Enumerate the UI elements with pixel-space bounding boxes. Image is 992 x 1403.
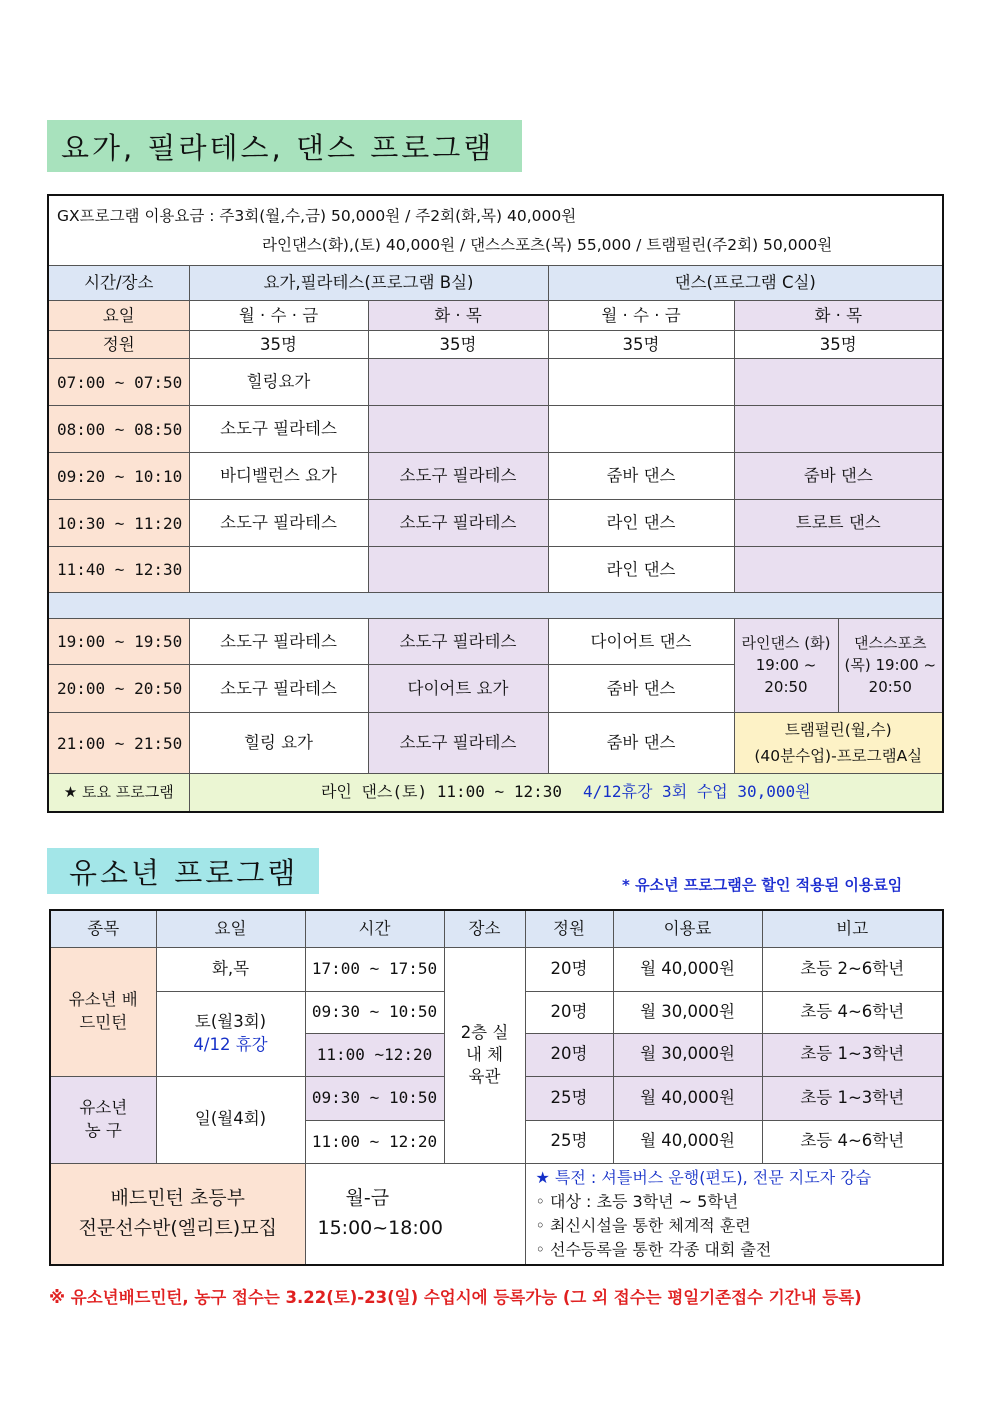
adult-schedule-table xyxy=(47,194,944,813)
trampoline-cell xyxy=(734,713,943,774)
class-cell: 소도구 필라테스 xyxy=(189,500,368,547)
elite-line-2: 전문선수반(엘리트)모집 xyxy=(78,1216,277,1239)
youth-time: 11:00 ~ 12:20 xyxy=(305,1120,444,1163)
youth-program-title: 유소년 프로그램 xyxy=(47,848,319,894)
class-cell: 줌바 댄스 xyxy=(548,713,734,774)
youth-fee: 월 40,000원 xyxy=(613,1120,762,1163)
perk-item: ◦ 대상 : 초등 3학년 ~ 5학년 xyxy=(535,1191,739,1211)
class-cell xyxy=(368,406,548,453)
perk-item: ◦ 선수등록을 통한 각종 대회 출전 xyxy=(535,1239,772,1259)
header-time-place: 시간/장소 xyxy=(48,266,189,301)
saturday-label: ★ 토요 프로그램 xyxy=(48,774,189,812)
break-divider-row xyxy=(48,593,943,619)
time-slot: 20:00 ~ 20:50 xyxy=(48,665,189,713)
class-cell: 소도구 필라테스 xyxy=(189,665,368,713)
perk-head: ★ 특전 : 셔틀버스 운행(편도), 전문 지도자 강습 xyxy=(535,1167,872,1187)
youth-capacity: 20명 xyxy=(525,1033,613,1076)
saturday-program-note: 4/12휴강 3회 수업 30,000원 xyxy=(582,782,811,802)
dance-sports-evening: 댄스스포츠 (목) 19:00 ~ 20:50 xyxy=(838,619,943,713)
trampoline-line-2: (40분수업)-프로그램A실 xyxy=(754,747,923,766)
class-cell xyxy=(734,359,943,406)
youth-capacity: 25명 xyxy=(525,1120,613,1163)
perk-item: ◦ 최신시설을 통한 체계적 훈련 xyxy=(535,1215,751,1235)
youth-time: 09:30 ~ 10:50 xyxy=(305,991,444,1033)
youth-header-note: 비고 xyxy=(762,910,943,947)
class-cell xyxy=(548,406,734,453)
class-cell: 소도구 필라테스 xyxy=(368,453,548,500)
capacity-cell: 35명 xyxy=(734,331,943,359)
class-cell: 다이어트 요가 xyxy=(368,665,548,713)
class-cell: 힐링요가 xyxy=(189,359,368,406)
elite-days: 월-금 xyxy=(345,1187,390,1210)
elite-time: 15:00~18:00 xyxy=(317,1216,443,1239)
header-yoga-pilates: 요가,필라테스(프로그램 B실) xyxy=(189,266,548,301)
youth-header-fee: 이용료 xyxy=(613,910,762,947)
saturday-program-text: 라인 댄스(토) 11:00 ~ 12:30 xyxy=(320,782,562,802)
sport-badminton: 유소년 배드민턴 xyxy=(50,947,156,1076)
day-yoga-tt: 화 · 목 xyxy=(368,301,548,331)
youth-fee: 월 30,000원 xyxy=(613,991,762,1033)
line-dance-evening: 라인댄스 (화) 19:00 ~ 20:50 xyxy=(734,619,838,713)
class-cell: 라인 댄스 xyxy=(548,547,734,593)
class-cell: 다이어트 댄스 xyxy=(548,619,734,665)
youth-fee: 월 30,000원 xyxy=(613,1033,762,1076)
class-cell: 줌바 댄스 xyxy=(548,453,734,500)
youth-time: 09:30 ~ 10:50 xyxy=(305,1076,444,1120)
time-slot: 19:00 ~ 19:50 xyxy=(48,619,189,665)
youth-note: 초등 1~3학년 xyxy=(762,1033,943,1076)
youth-note: 초등 2~6학년 xyxy=(762,947,943,991)
class-cell xyxy=(734,406,943,453)
youth-saturday-off: 4/12 휴강 xyxy=(193,1034,268,1054)
capacity-cell: 35명 xyxy=(548,331,734,359)
elite-schedule xyxy=(305,1163,525,1265)
youth-note: 초등 1~3학년 xyxy=(762,1076,943,1120)
class-cell: 힐링 요가 xyxy=(189,713,368,774)
class-cell xyxy=(548,359,734,406)
youth-time: 17:00 ~ 17:50 xyxy=(305,947,444,991)
youth-place: 2층 실내 체육관 xyxy=(444,947,525,1163)
class-cell xyxy=(368,547,548,593)
fee-line-2: 라인댄스(화),(토) 40,000원 / 댄스스포츠(목) 55,000 / 트램펄린(주2회) 50,000원 xyxy=(262,235,833,254)
class-cell: 소도구 필라테스 xyxy=(368,619,548,665)
saturday-program xyxy=(189,774,943,812)
sport-basketball: 유소년 농 구 xyxy=(50,1076,156,1163)
youth-fee: 월 40,000원 xyxy=(613,1076,762,1120)
youth-fee: 월 40,000원 xyxy=(613,947,762,991)
day-dance-tt: 화 · 목 xyxy=(734,301,943,331)
class-cell: 소도구 필라테스 xyxy=(189,619,368,665)
youth-schedule-table xyxy=(49,909,944,1266)
youth-capacity: 20명 xyxy=(525,991,613,1033)
class-cell: 줌바 댄스 xyxy=(548,665,734,713)
elite-line-1: 배드민턴 초등부 xyxy=(110,1187,246,1210)
fee-info xyxy=(48,195,943,266)
youth-fee-note: * 유소년 프로그램은 할인 적용된 이용료임 xyxy=(622,876,903,894)
youth-capacity: 25명 xyxy=(525,1076,613,1120)
class-cell: 라인 댄스 xyxy=(548,500,734,547)
capacity-cell: 35명 xyxy=(368,331,548,359)
youth-capacity: 20명 xyxy=(525,947,613,991)
youth-header-time: 시간 xyxy=(305,910,444,947)
class-cell xyxy=(189,547,368,593)
youth-time: 11:00 ~12:20 xyxy=(305,1033,444,1076)
youth-day-saturday-cell xyxy=(156,991,305,1076)
class-cell: 바디밸런스 요가 xyxy=(189,453,368,500)
elite-recruit xyxy=(50,1163,305,1265)
fee-line-1: GX프로그램 이용요금 : 주3회(월,수,금) 50,000원 / 주2회(화,목) 40,000원 xyxy=(57,207,577,225)
capacity-cell: 35명 xyxy=(189,331,368,359)
youth-day-saturday: 토(월3회) xyxy=(194,1012,267,1032)
day-yoga-mwf: 월 · 수 · 금 xyxy=(189,301,368,331)
day-dance-mwf: 월 · 수 · 금 xyxy=(548,301,734,331)
class-cell: 소도구 필라테스 xyxy=(368,500,548,547)
class-cell: 소도구 필라테스 xyxy=(368,713,548,774)
row-label-capacity: 정원 xyxy=(48,331,189,359)
youth-header-place: 장소 xyxy=(444,910,525,947)
youth-day-sunday: 일(월4회) xyxy=(156,1076,305,1163)
class-cell: 소도구 필라테스 xyxy=(189,406,368,453)
time-slot: 11:40 ~ 12:30 xyxy=(48,547,189,593)
youth-note: 초등 4~6학년 xyxy=(762,1120,943,1163)
youth-header-day: 요일 xyxy=(156,910,305,947)
time-slot: 10:30 ~ 11:20 xyxy=(48,500,189,547)
elite-perks xyxy=(525,1163,943,1265)
class-cell: 트로트 댄스 xyxy=(734,500,943,547)
class-cell: 줌바 댄스 xyxy=(734,453,943,500)
registration-footnote: ※ 유소년배드민턴, 농구 접수는 3.22(토)-23(일) 수업시에 등록가능 (그 외 접수는 평일기존접수 기간내 등록) xyxy=(49,1288,862,1307)
class-cell xyxy=(368,359,548,406)
row-label-day: 요일 xyxy=(48,301,189,331)
youth-day-weekday: 화,목 xyxy=(156,947,305,991)
time-slot: 21:00 ~ 21:50 xyxy=(48,713,189,774)
adult-program-title: 요가, 필라테스, 댄스 프로그램 xyxy=(47,120,522,172)
time-slot: 09:20 ~ 10:10 xyxy=(48,453,189,500)
class-cell xyxy=(734,547,943,593)
time-slot: 07:00 ~ 07:50 xyxy=(48,359,189,406)
youth-note: 초등 4~6학년 xyxy=(762,991,943,1033)
youth-header-sport: 종목 xyxy=(50,910,156,947)
trampoline-line-1: 트램펄린(월,수) xyxy=(784,721,892,739)
youth-header-capacity: 정원 xyxy=(525,910,613,947)
header-dance: 댄스(프로그램 C실) xyxy=(548,266,943,301)
time-slot: 08:00 ~ 08:50 xyxy=(48,406,189,453)
